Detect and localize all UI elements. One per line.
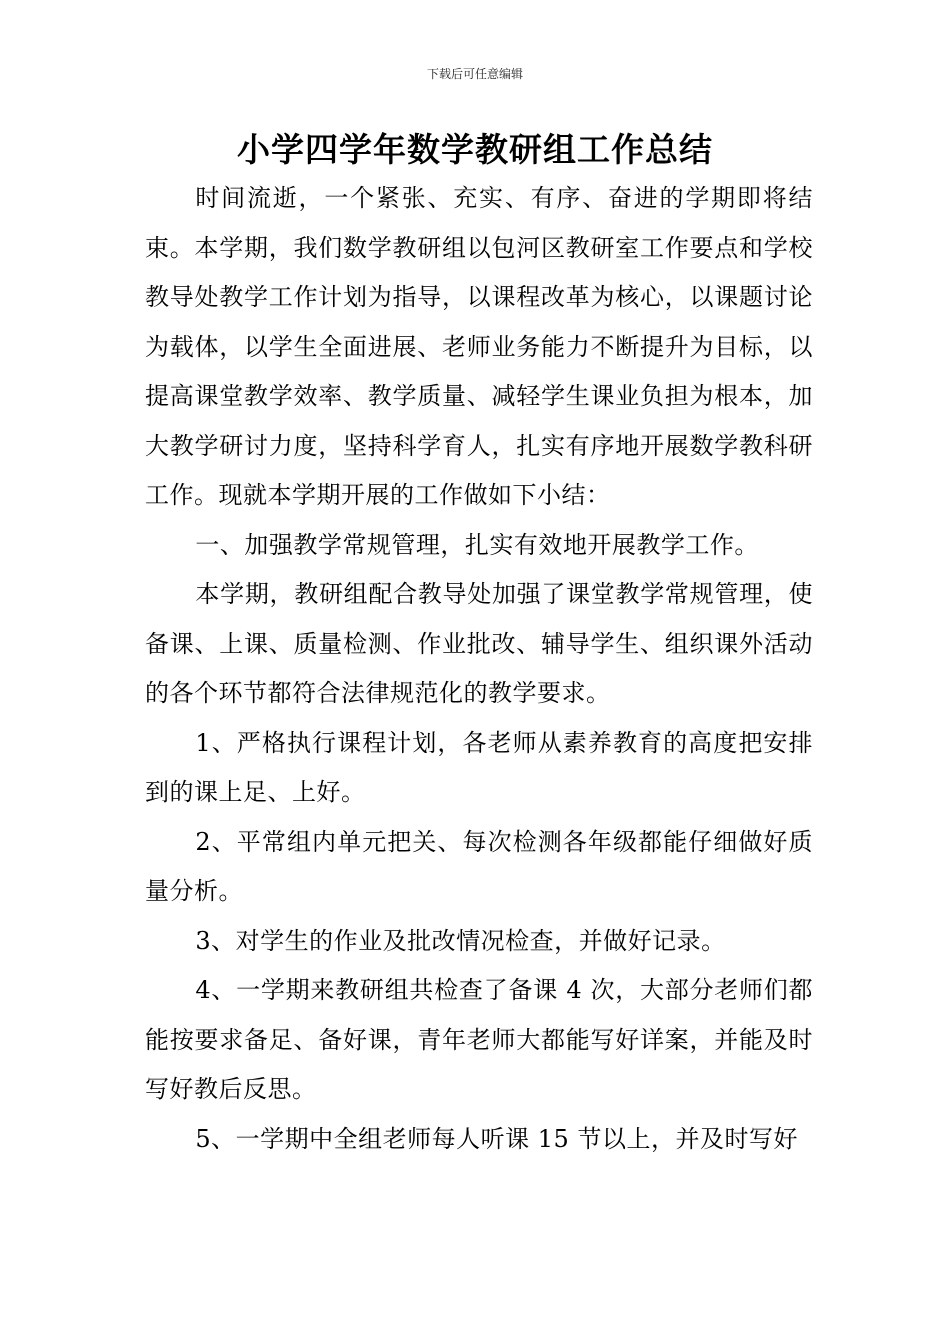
paragraph-item-3: 3、对学生的作业及批改情况检查，并做好记录。 [195,926,726,955]
paragraph-item-2: 2、平常组内单元把关、每次检测各年级都能仔细做好质量分析。 [145,827,813,905]
header-note: 下载后可任意编辑 [426,67,523,81]
paragraph-item-5: 5、一学期中全组老师每人听课 15 节以上，并及时写好 [195,1124,798,1153]
document-title: 小学四学年数学教研组工作总结 [237,130,713,169]
paragraph-section-heading: 一、加强教学常规管理，扎实有效地开展教学工作。 [195,530,759,559]
paragraph-section-intro: 本学期，教研组配合教导处加强了课堂教学常规管理，使备课、上课、质量检测、作业批改、辅导学生、组织课外活动的各个环节都符合法律规范化的教学要求。 [145,580,813,707]
document-body [145,174,813,1164]
paragraph-item-1: 1、严格执行课程计划，各老师从素养教育的高度把安排到的课上足、上好。 [145,728,813,806]
paragraph-item-4: 4、一学期来教研组共检查了备课 4 次，大部分老师们都能按要求备足、备好课，青年老师大都能写好详案，并能及时写好教后反思。 [145,976,813,1103]
paragraph-intro: 时间流逝，一个紧张、充实、有序、奋进的学期即将结束。本学期，我们数学教研组以包河区教研室工作要点和学校教导处教学工作计划为指导，以课程改革为核心，以课题讨论为载体，以学生全面进展、老师业务能力不断提升为目标，以提高课堂教学效率、教学质量、减轻学生课业负担为根本，加大教学研讨力度，坚持科学育人，扎实有序地开展数学教科研工作。现就本学期开展的工作做如下小结： [145,184,813,509]
